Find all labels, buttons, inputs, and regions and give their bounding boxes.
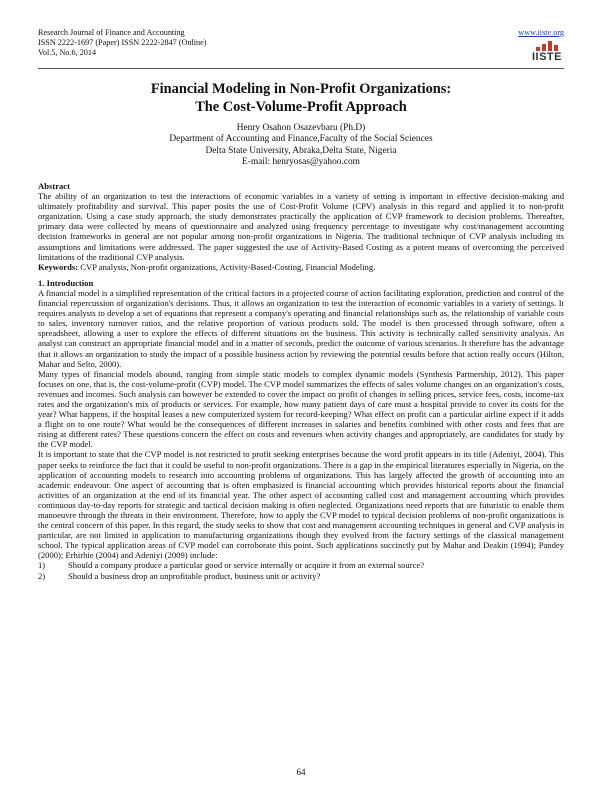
issn: ISSN 2222-1697 (Paper) ISSN 2222-2847 (Online)	[38, 38, 207, 47]
author-email: E-mail: henryosas@yahoo.com	[242, 157, 360, 168]
list-item	[38, 571, 564, 581]
intro-paragraph-2: Many types of financial models abound, ranging from simple static models to complex dynamic models (Synthesis Partnership, 2012). This paper focuses on one, that is, the cost-volume-profit (CVP) model. The CVP model summarizes the effects of sales volume changes on an organization's costs, revenues and incomes. Such analysis can however be extended to cover the impact on profit of changes in selling prices, service fees, costs, income-tax rates and the organization's mix of products or services. For example, how many patient days of care must a hospital provide to cover its costs for the year? What happens, if the hospital leases a new computerized system for record-keeping? What effect on profit can a particular airline expect if it adds a flight on to one route? What would be the consequences of different increases in salaries and benefits combined with other costs and fees that are rising at different rates? These questions concern the effect on costs and revenues when activity changes and appropriately, are candidates for study by the CVP model.	[38, 368, 564, 450]
logo-text: IISTE	[531, 51, 562, 63]
paper-body	[38, 181, 564, 581]
volume: Vol.5, No.6, 2014	[38, 48, 97, 57]
iiste-logo	[530, 41, 564, 67]
page-number: 64	[296, 767, 306, 777]
list-number: 1)	[38, 560, 46, 571]
journal-header	[38, 28, 207, 58]
intro-paragraph-1: A financial model is a simplified representation of the critical factors in a projected course of action facilitating exploration, prediction and control of the financial repercussion of organization's decisions. Thus, it allows an organization to test the interaction of economic variables in a variety of settings. It requires analysts to develop a set of equations that represent a company's operating and financial relationships such as, the relationship of variable costs to sales, inventory turnover ratios, and the relative proportion of various products sold. The model is then processed through software, often a spreadsheet, allowing a user to explore the effects of different situations on the business. This activity is technically called sensitivity analysis. An analyst can construct an appropriate financial model and in a matter of seconds, predict the outcome of various scenarios. It therefore has the advantage that it allows an organization to study the impact of a possible business action by reviewing the potential results before that action really occurs (Hilton, Mahar and Selto, 2000).	[38, 287, 564, 369]
header-rule	[38, 68, 564, 69]
intro-paragraph-3: It is important to state that the CVP model is not restricted to profit seeking enterprises because the word profit appears in its title (Adeniyi, 2004). This paper seeks to reinforce the fact that it could be useful to non-profit organizations. There is a gap in the empirical literatures especially in Nigeria, on the application of accounting models to research into accounting problems of organizations. This has largely affected the growth of accounting into an academic endeavour. One aspect of accounting that is often emphasized is financial accounting which provides historical reports about the financial activities of an organization at the end of its financial year. The other aspect of accounting called cost and management accounting which provides continuous day-to-day reports for strategic and tactical decision making is often neglected. Organizations need reports that are futuristic to enable them manoeuvre through the threats in their environment. Therefore, how to apply the CVP model to typical decision problems of non-profit organizations is the central concern of this paper. In this regard, the study seeks to show that cost and management accounting techniques in general and CVP analysis in particular, are not limited in application to manufacturing organizations though they evolved from the factory settings of the classical management school. The typical application areas of CVP model can corroborate this point. Such applications succinctly put by Mahar and Deakin (1994); Pandey (2000); Erhirhie (2004) and Adeniyi (2009) include:	[38, 449, 564, 561]
list-number: 2)	[38, 570, 46, 581]
title-line-1: Financial Modeling in Non-Profit Organizations:	[150, 81, 452, 97]
author-name: Henry Osahon Osazevbaru (Ph.D)	[236, 123, 366, 133]
title-line-2: The Cost-Volume-Profit Approach	[195, 99, 407, 115]
journal-name: Research Journal of Finance and Accounting	[38, 28, 185, 37]
publisher-block	[518, 28, 564, 67]
keywords-line	[38, 262, 564, 272]
list-text: Should a company produce a particular good or service internally or acquire it from an external source?	[68, 560, 425, 571]
author-block	[38, 123, 564, 169]
author-university: Delta State University, Abraka,Delta State, Nigeria	[205, 145, 397, 156]
logo-bars-icon	[530, 41, 564, 51]
publisher-url[interactable]: www.iiste.org	[518, 28, 564, 37]
keywords-text: CVP analysis, Non-profit organizations, Activity-Based-Costing, Financial Modeling.	[78, 261, 376, 272]
paper-title	[38, 80, 564, 116]
list-text: Should a business drop an unprofitable product, business unit or activity?	[68, 570, 321, 581]
abstract-heading: Abstract	[38, 181, 70, 191]
keywords-label: Keywords:	[38, 261, 79, 272]
intro-heading: 1. Introduction	[38, 277, 94, 288]
author-department: Department of Accounting and Finance,Faculty of the Social Sciences	[169, 134, 433, 145]
abstract-text: The ability of an organization to test the interactions of economic variables in a variety of setting is important in effective decision-making and ultimately profitability and survival. This paper posits the use of Cost-Profit Volume (CPV) analysis in this regard and applied it to non-profit organization. Using a case study approach, the study demonstrates practically the application of CVP framework to decision problems. Thereafter, primary data were collected by means of questionnaire and analyzed using frequency percentage to investigate why cost/management accounting decision frameworks in general are not popular among non-profit organizations in Nigeria. The traditional technique of CVP analysis including its assumptions and limitations were addressed. The paper suggested the use of Activity-Based Costing as a potent means of overcoming the perceived limitations of the traditional CVP analysis.	[38, 191, 564, 262]
list-item	[38, 560, 564, 570]
